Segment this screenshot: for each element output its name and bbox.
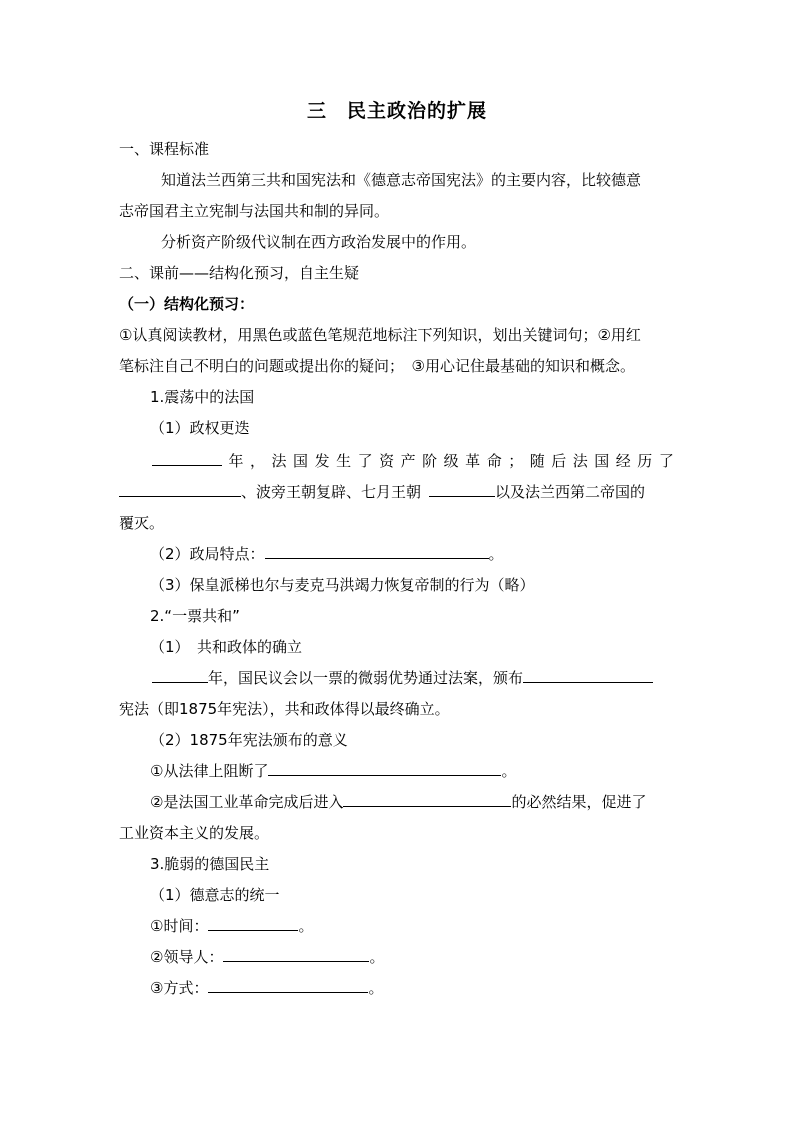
- regime-change-line-1: 年 ， 法 国 发 生 了 资 产 阶 级 革 命 ； 随 后 法 国 经 历 了: [152, 450, 674, 472]
- significance-item-2-line-2: 工业资本主义的发展。: [119, 824, 270, 842]
- part-2-sub-2: （2）1875年宪法颁布的意义: [150, 731, 348, 749]
- fill-blank-significance-1[interactable]: [268, 760, 501, 776]
- part-2-heading: 2.“一票共和”: [150, 607, 240, 625]
- instructions-line-2: 笔标注自己不明白的问题或提出你的疑问； ③用心记住最基础的知识和概念。: [119, 357, 635, 375]
- unification-time-line: ①时间： 。: [150, 917, 314, 935]
- regime-change-line-2: 、波旁王朝复辟、七月王朝 以及法兰西第二帝国的: [119, 481, 645, 503]
- significance-item-2: ②是法国工业革命完成后进入 的必然结果，促进了: [150, 793, 647, 811]
- part-3-heading: 3.脆弱的德国民主: [150, 855, 270, 873]
- page-title: 三 民主政治的扩展: [306, 100, 487, 122]
- fill-blank-significance-2[interactable]: [343, 791, 511, 807]
- republic-established-line-2: 宪法（即1875年宪法），共和政体得以最终确立。: [119, 700, 450, 718]
- curriculum-paragraph-1-line-2: 志帝国君主立宪制与法国共和制的异同。: [119, 202, 390, 220]
- unification-leader-line: ②领导人： 。: [150, 948, 385, 966]
- fill-blank-constitution[interactable]: [523, 667, 653, 683]
- part-3-sub-1: （1）德意志的统一: [150, 886, 280, 904]
- republic-established-line-1: 年，国民议会以一票的微弱优势通过法案，颁布: [152, 667, 653, 689]
- fill-blank-political-features[interactable]: [265, 543, 489, 559]
- part-1-sub-3: （3）保皇派梯也尔与麦克马洪竭力恢复帝制的行为（略）: [150, 576, 535, 594]
- fill-blank-regime[interactable]: [119, 481, 241, 497]
- part-2-sub-1: （1） 共和政体的确立: [150, 638, 303, 656]
- instructions-line-1: ①认真阅读教材，用黑色或蓝色笔规范地标注下列知识，划出关键词句；②用红: [119, 326, 641, 344]
- curriculum-paragraph-2: 分析资产阶级代议制在西方政治发展中的作用。: [161, 233, 477, 251]
- structured-preview-heading: （一）结构化预习：: [119, 295, 255, 313]
- part-1-heading: 1.震荡中的法国: [150, 388, 255, 406]
- section-heading-preview: 二、课前——结构化预习，自主生疑: [119, 264, 360, 282]
- fill-blank-republic-year[interactable]: [152, 667, 208, 683]
- regime-change-line-3: 覆灭。: [119, 514, 165, 532]
- fill-blank-method[interactable]: [208, 977, 368, 993]
- fill-blank-year[interactable]: [152, 450, 222, 466]
- fill-blank-time[interactable]: [208, 915, 298, 931]
- part-1-sub-1: （1）政权更迭: [150, 419, 250, 437]
- political-features-line: （2）政局特点： 。: [150, 545, 504, 563]
- unification-method-line: ③方式： 。: [150, 979, 384, 997]
- curriculum-paragraph-1-line-1: 知道法兰西第三共和国宪法和《德意志帝国宪法》的主要内容，比较德意: [161, 171, 642, 189]
- fill-blank-dynasty[interactable]: [429, 481, 495, 497]
- fill-blank-leader[interactable]: [223, 946, 369, 962]
- significance-item-1: ①从法律上阻断了 。: [150, 762, 517, 780]
- section-heading-curriculum: 一、课程标准: [119, 140, 210, 158]
